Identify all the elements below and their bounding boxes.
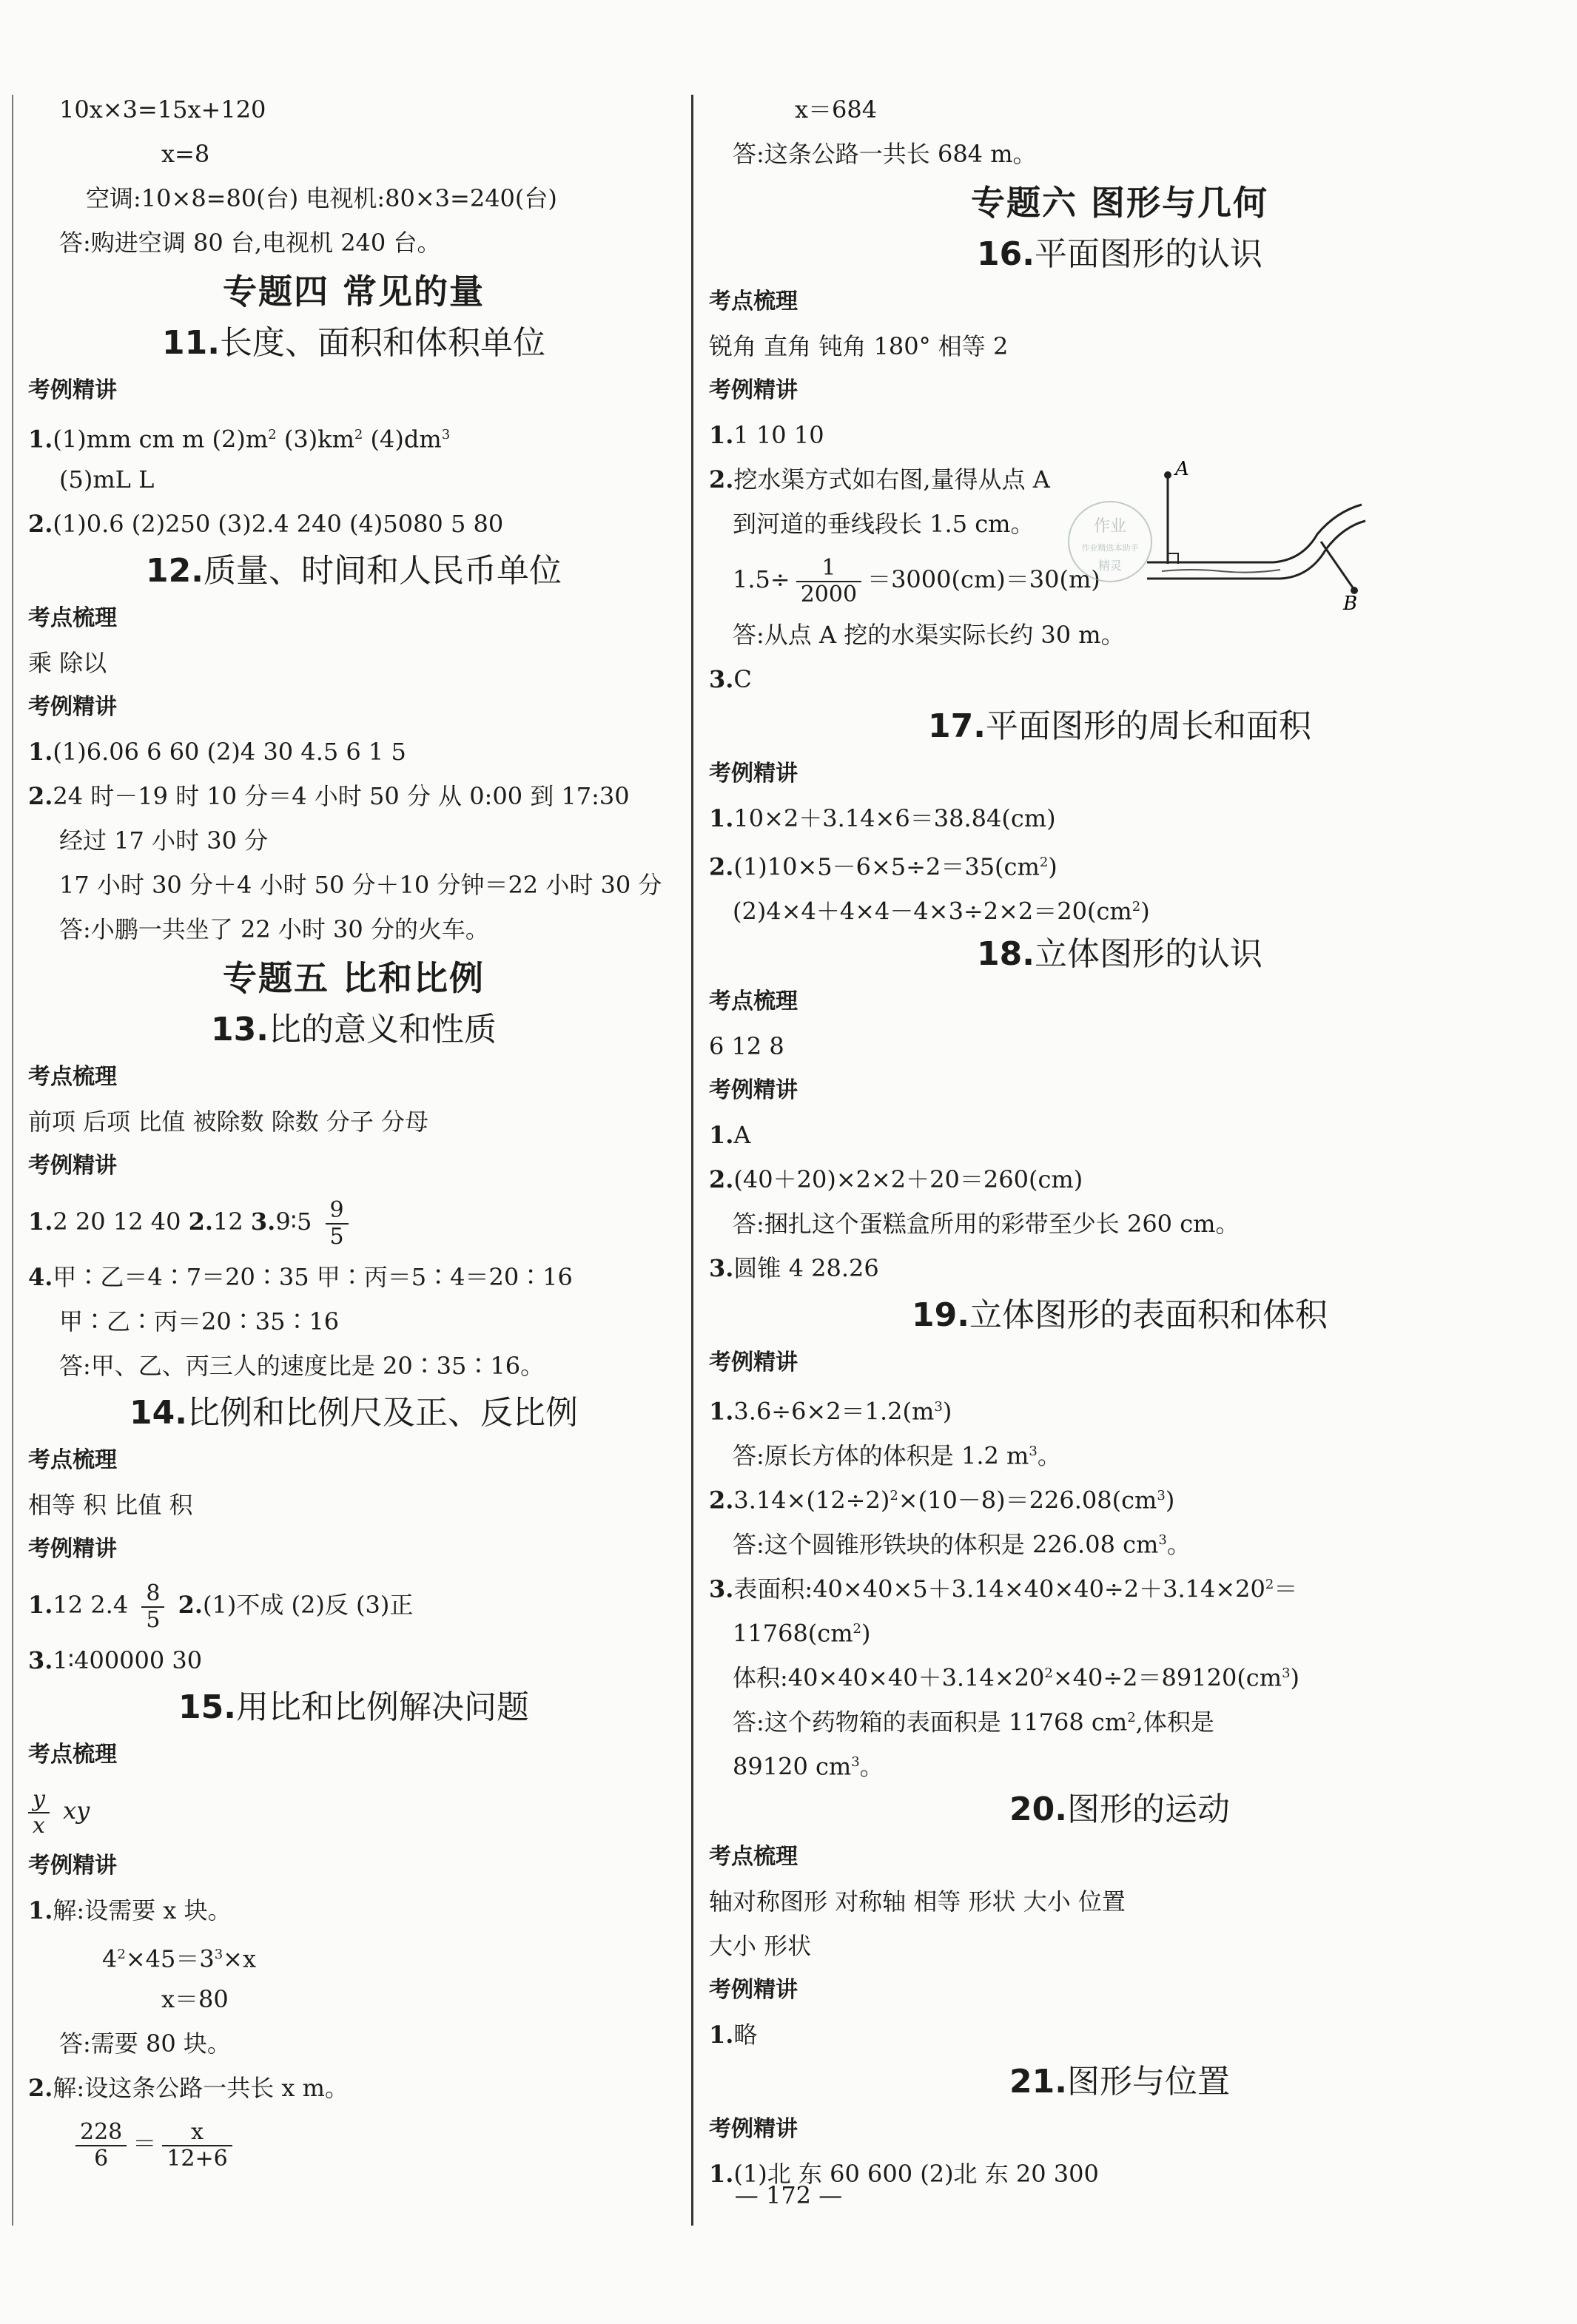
item-text: (1)10×5－6×5÷2＝35(cm [733,852,1040,881]
item-text: (4)dm [363,425,442,454]
fraction [141,1581,164,1633]
section-heading [28,546,679,596]
section-title: 图形与位置 [1066,2063,1230,2101]
subsection-label: 考例精讲 [28,1153,117,1179]
superscript: 2 [853,1621,861,1637]
item-text: 4 [102,1944,118,1973]
section-title: 比的意义和性质 [268,1011,497,1048]
superscript: 2 [1132,899,1141,915]
text-line: 经过 17 小时 30 分 [59,826,269,855]
fraction [162,2120,232,2172]
item-number: 2. [709,465,734,494]
subsection-label: 考例精讲 [709,2116,798,2142]
superscript: 3 [1157,1488,1166,1503]
item-text: 1.5÷ [733,565,790,593]
item-text: (3)km [276,425,354,454]
answer-item [709,2013,1530,2057]
equation-line: x=8 [161,140,210,168]
text-line [28,1777,679,1844]
equation-line [709,1651,1530,1696]
period: 。 [859,1752,884,1781]
text-line: 轴对称图形 对称轴 相等 形状 大小 位置 [709,1887,1126,1916]
page-number: — 172 — [734,2181,843,2209]
item-number: 2. [178,1591,204,1619]
item-text: 3.6÷6×2＝1.2(m [733,1397,935,1426]
equation-line [709,1607,1530,1651]
denominator: 5 [329,1223,344,1250]
period: 。 [1037,1441,1061,1470]
item-text: (40＋20)×2×2＋20＝260(cm) [733,1165,1083,1193]
right-column [709,87,1530,2196]
equation-line: 10x×3=15x+120 [59,95,266,124]
answer-line: 答:捆扎这个蛋糕盒所用的彩带至少长 260 cm。 [733,1210,1240,1238]
bank-to-b-line [1321,542,1354,590]
answer-item [28,2066,679,2110]
answer-line: 答:小鹏一共坐了 22 小时 30 分的火车。 [59,915,489,943]
numerator: x [162,2120,232,2146]
subsection-label: 考点梳理 [709,988,798,1014]
item-number: 1. [709,804,734,832]
subsection-label: 考例精讲 [28,1853,117,1879]
item-text: 9∶5 [275,1208,320,1236]
equals-sign: ＝ [132,2129,157,2158]
subsection-label: 考点梳理 [28,605,117,631]
superscript: 3 [1158,1532,1167,1548]
item-number: 1. [709,1121,734,1149]
section-number: 20. [1009,1791,1067,1828]
superscript: 2 [1265,1577,1274,1592]
answer-item [709,841,1530,885]
section-number: 16. [977,235,1035,273]
item-text: 解:设这条公路一共长 x m。 [53,2074,349,2102]
item-number: 1. [28,425,53,454]
section-title: 立体图形的表面积和体积 [969,1296,1328,1334]
superscript: 3 [214,1947,223,1962]
item-text: ×(10－8)＝226.08(cm [898,1486,1157,1515]
superscript: 3 [851,1754,860,1770]
item-number: 1. [28,738,53,766]
answer-item [709,1385,1530,1429]
item-number: 3. [28,1646,53,1674]
answer-line [709,1429,1530,1474]
answer-item [28,1188,679,1255]
item-number: 1. [709,1397,734,1426]
subsection-label: 考点梳理 [709,289,798,314]
fraction [796,556,861,607]
stamp-text: 精灵 [1097,559,1123,573]
column-divider [691,95,693,2226]
item-text: 89120 cm [733,1752,852,1781]
stamp-text: 作业精选本助手 [1081,543,1139,553]
topic-heading: 专题六 图形与几何 [970,183,1268,223]
superscript: 2 [268,427,277,442]
section-number: 12. [146,552,204,590]
text-line: 相等 积 比值 积 [28,1491,193,1519]
answer-line: 答:甲、乙、丙三人的速度比是 20∶35∶16。 [59,1352,545,1380]
item-number: 1. [28,1208,53,1236]
section-heading [709,229,1530,280]
subsection-label: 考例精讲 [709,1077,798,1103]
subsection-label: 考点梳理 [28,1447,117,1473]
subsection-label: 考例精讲 [28,694,117,720]
answer-line [709,1518,1530,1563]
item-text: ＝3000(cm)＝30(m) [867,565,1100,593]
section-number: 18. [977,935,1035,973]
item-text: 12 [213,1208,251,1236]
item-text: ×40÷2＝89120(cm [1052,1663,1282,1692]
answer-item [28,774,679,818]
item-number: 2. [28,2074,53,2102]
numerator: 8 [141,1581,164,1608]
item-text: 10×2＋3.14×6＝38.84(cm) [733,804,1056,832]
answer-line: 答:这条公路一共长 684 m。 [733,140,1037,168]
closing-paren: ) [942,1397,952,1426]
answer-item [709,1113,1530,1157]
text-line: 乘 除以 [28,649,107,677]
answer-item [709,457,1530,502]
superscript: 3 [934,1399,943,1415]
item-text: C [733,665,752,693]
numerator: 9 [326,1198,349,1225]
stamp-watermark [1066,497,1154,586]
subsection-label: 考例精讲 [709,1977,798,2003]
answer-item [28,502,679,546]
section-heading [28,318,679,368]
item-number: 2. [28,510,53,538]
subsection-label: 考例精讲 [709,377,798,403]
fraction [75,2120,127,2172]
text-line: 空调:10×8=80(台) 电视机:80×3=240(台) [86,184,557,212]
stamp-text: 作业 [1093,517,1127,536]
section-number: 21. [1009,2063,1067,2101]
item-text: 圆锥 4 28.26 [733,1254,879,1282]
denominator: x [33,1812,45,1839]
item-number: 2. [28,782,53,810]
item-number: 1. [28,1591,53,1619]
text-line: 锐角 直角 钝角 180° 相等 2 [709,332,1009,360]
answer-item [28,1888,679,1933]
subsection-label: 考例精讲 [709,1350,798,1375]
answer-line: 答:从点 A 挖的水渠实际长约 30 m。 [733,621,1125,649]
answer-item [28,730,679,774]
text-line: 前项 后项 比值 被除数 除数 分子 分母 [28,1108,429,1136]
equation-line [28,2110,679,2177]
section-heading [28,1683,679,1733]
item-text: 挖水渠方式如右图,量得从点 A [733,465,1050,494]
answer-line: 答:购进空调 80 台,电视机 240 台。 [59,229,441,257]
superscript: 2 [354,427,363,442]
item-text: (1)mm cm m (2)m [53,425,269,454]
left-column [28,87,679,2177]
canal-diagram [1132,453,1369,616]
answer-item [709,796,1530,841]
answer-item [709,1563,1530,1607]
superscript: 2 [117,1947,126,1962]
numerator: y [28,1787,50,1813]
answer-item: (5)mL L [59,465,155,494]
equals-sign: ＝ [1274,1574,1298,1603]
page-edge-line [12,95,13,2226]
fraction [28,1787,50,1839]
superscript: 2 [1039,855,1049,870]
answer-item [709,413,1530,457]
subsection-label: 考点梳理 [709,1844,798,1870]
answer-line [709,1740,1530,1785]
item-number: 3. [709,1574,734,1603]
answer-item [709,1474,1530,1518]
superscript: 2 [890,1488,898,1503]
item-text: (1)不成 (2)反 (3)正 [203,1591,414,1619]
item-text: 1 10 10 [733,421,824,449]
closing-paren: ) [1165,1486,1175,1515]
section-title: 长度、面积和体积单位 [219,324,545,362]
point-b-label: B [1343,593,1358,615]
section-heading [28,1388,679,1438]
answer-item [709,657,1530,701]
item-number: 1. [709,2021,734,2049]
section-title: 图形的运动 [1066,1791,1230,1828]
fraction [326,1198,349,1250]
item-text: 24 时－19 时 10 分＝4 小时 50 分 从 0:00 到 17:30 [53,782,630,810]
answer-line: 答:需要 80 块。 [59,2030,231,2058]
answer-item [28,1255,679,1299]
section-title: 立体图形的认识 [1034,935,1262,973]
superscript: 3 [1029,1444,1038,1459]
section-heading [709,1785,1530,1835]
superscript: 2 [1044,1665,1053,1681]
item-text: 12 2.4 [53,1591,136,1619]
answer-item [28,1572,679,1638]
section-heading [28,1005,679,1055]
subsection-label: 考点梳理 [28,1742,117,1768]
item-text: 体积:40×40×40＋3.14×20 [733,1663,1045,1692]
section-title: 平面图形的周长和面积 [985,707,1311,745]
item-number: 2. [188,1208,214,1236]
item-text: (1)6.06 6 60 (2)4 30 4.5 6 1 5 [53,738,406,766]
equation-line: x＝80 [161,1985,229,2013]
subsection-label: 考例精讲 [28,1536,117,1562]
answer-line [709,1696,1530,1740]
subsection-label: 考例精讲 [28,377,117,403]
denominator: 12+6 [167,2145,228,2172]
item-text: 答:原长方体的体积是 1.2 m [733,1441,1029,1470]
section-number: 15. [178,1688,236,1726]
text-line: 甲∶乙∶丙＝20∶35∶16 [59,1307,340,1336]
item-number: 2. [709,1486,734,1515]
equation-line [28,1933,679,1977]
superscript: 2 [1127,1710,1136,1725]
item-text: 答:这个药物箱的表面积是 11768 cm [733,1708,1128,1737]
item-text: ,体积是 [1135,1708,1214,1737]
item-number: 2. [709,852,734,881]
item-text: 甲∶乙＝4∶7＝20∶35 甲∶丙＝5∶4＝20∶16 [53,1263,573,1291]
item-text: ×45＝3 [125,1944,215,1973]
text-line: 6 12 8 [709,1032,784,1060]
superscript: 3 [441,427,451,442]
subsection-label: 考点梳理 [28,1064,117,1090]
item-number: 1. [28,1896,53,1924]
item-text: A [733,1121,751,1149]
item-number: 1. [709,421,734,449]
item-text: 2 20 12 40 [53,1208,189,1236]
period: 。 [1166,1530,1191,1559]
section-heading [709,701,1530,752]
item-number: 1. [709,2160,734,2188]
item-text: 1∶400000 30 [53,1646,203,1674]
text-line: 到河道的垂线段长 1.5 cm。 [733,510,1035,538]
subsection-label: 考例精讲 [709,761,798,787]
section-heading [709,929,1530,980]
denominator: 6 [94,2145,109,2172]
item-number: 3. [709,665,734,693]
item-text: xy [63,1796,90,1825]
item-text: 解:设需要 x 块。 [53,1896,232,1924]
section-title: 比例和比例尺及正、反比例 [186,1394,578,1432]
closing-paren: ) [1290,1663,1300,1692]
equation-line: x＝684 [795,95,878,124]
item-text: 3.14×(12÷2) [733,1486,890,1515]
topic-heading: 专题五 比和比例 [222,958,485,998]
numerator: 1 [796,556,861,582]
river-water-line [1162,570,1280,573]
equation-line [709,885,1530,929]
closing-paren: ) [1140,897,1150,926]
answer-item [28,413,679,457]
topic-heading: 专题四 常见的量 [222,272,485,311]
answer-item [709,1246,1530,1290]
section-number: 11. [162,324,220,362]
answer-item [28,1638,679,1683]
item-text: 表面积:40×40×5＋3.14×40×40÷2＋3.14×20 [733,1574,1265,1603]
superscript: 3 [1282,1665,1291,1681]
answer-item [709,1157,1530,1202]
item-text: 答:这个圆锥形铁块的体积是 226.08 cm [733,1530,1159,1559]
section-number: 17. [928,707,986,745]
denominator: 5 [146,1606,161,1633]
item-text: (2)4×4＋4×4－4×3÷2×2＝20(cm [733,897,1132,926]
item-number: 3. [709,1254,734,1282]
point-a-label: A [1175,458,1189,480]
section-heading [709,1290,1530,1341]
section-number: 19. [912,1296,969,1334]
item-text: (1)北 东 60 600 (2)北 东 20 300 [733,2160,1099,2188]
closing-paren: ) [1048,852,1058,881]
item-number: 4. [28,1263,53,1291]
section-number: 13. [211,1011,269,1048]
item-text: (1)0.6 (2)250 (3)2.4 240 (4)5080 5 80 [53,510,504,538]
text-line: 17 小时 30 分＋4 小时 50 分＋10 分钟＝22 小时 30 分 [59,871,662,899]
section-number: 14. [130,1394,187,1432]
numerator: 228 [75,2120,127,2146]
section-title: 质量、时间和人民币单位 [203,552,562,590]
text-line: 大小 形状 [709,1932,812,1960]
item-text: 略 [733,2021,758,2049]
denominator: 2000 [800,581,858,607]
item-text: 11768(cm [733,1619,853,1648]
closing-paren: ) [861,1619,871,1648]
section-heading [709,2057,1530,2107]
section-title: 用比和比例解决问题 [235,1688,529,1726]
item-number: 2. [709,1165,734,1193]
section-title: 平面图形的认识 [1034,235,1262,273]
item-text: ×x [223,1944,257,1973]
item-number: 3. [250,1208,276,1236]
